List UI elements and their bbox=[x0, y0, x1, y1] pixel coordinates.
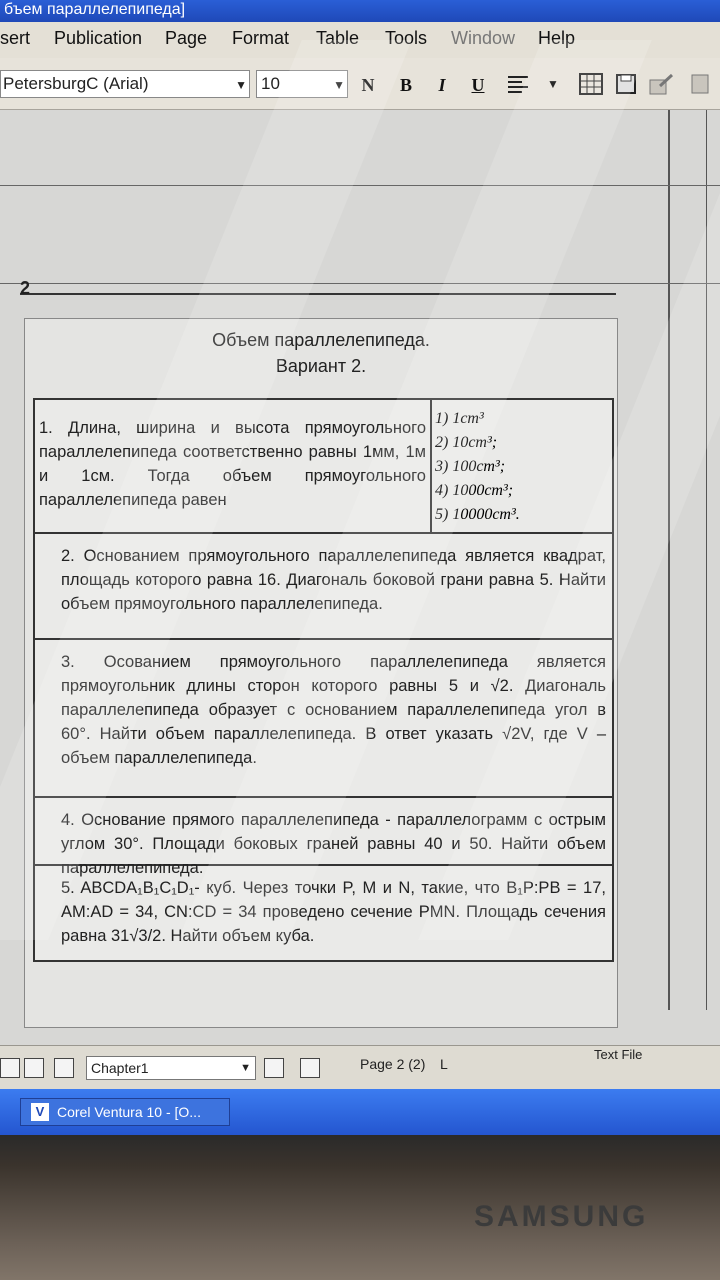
task1-answers bbox=[432, 400, 612, 532]
view-icon[interactable] bbox=[0, 1058, 20, 1078]
normal-button[interactable]: N bbox=[361, 75, 375, 95]
menu-window[interactable]: Window bbox=[451, 28, 516, 48]
menu-publication[interactable]: Publication bbox=[54, 28, 143, 48]
table-grid-icon[interactable] bbox=[578, 72, 604, 96]
toolbar-overflow-icon[interactable] bbox=[688, 72, 714, 96]
menu-insert[interactable]: sert bbox=[0, 28, 31, 48]
task3-text[interactable]: 3. Осованием прямоугольного параллелепипеда является прямоугольник длины сторон которого равны 5 и √2. Диагональ параллелепипеда образует с основанием параллелепипеда угол в 60°. Найти объем параллелепипеда. В ответ указать √2V, где V – объем параллелепипеда. bbox=[35, 640, 612, 798]
task4-text[interactable]: 4. Основание прямого параллелепипеда - параллелограмм с острым углом 30°. Площади боковых граней равны 40 и 50. Найти объем параллелепипеда. bbox=[35, 798, 612, 866]
taskbar bbox=[0, 1089, 720, 1135]
guide-line bbox=[0, 185, 720, 186]
next-page-icon[interactable] bbox=[300, 1058, 320, 1078]
page-number: 2 bbox=[20, 278, 31, 298]
monitor-brand: SAMSUNG bbox=[474, 1200, 649, 1233]
file-type-indicator: Text File bbox=[594, 1047, 643, 1062]
bold-button[interactable]: B bbox=[399, 75, 412, 95]
menu-format[interactable]: Format bbox=[232, 28, 290, 48]
align-left-icon[interactable] bbox=[505, 72, 531, 96]
align-dropdown-icon[interactable]: ▼ bbox=[547, 77, 559, 91]
guide-line bbox=[0, 283, 720, 284]
font-family-value: PetersburgC (Arial) bbox=[3, 74, 149, 93]
draft-view-icon[interactable] bbox=[54, 1058, 74, 1078]
page-layout-indicator: L bbox=[440, 1056, 448, 1072]
task5-text[interactable]: 5. ABCDA₁B₁C₁D₁- куб. Через точки P, M и N, такие, что B₁P:PB = 17, AM:AD = 34, CN:CD = 34 проведено сечение PMN. Площадь сечения равна 31√3/2. Найти объем куба. bbox=[61, 879, 606, 945]
format-toolbar bbox=[0, 58, 720, 110]
page-indicator: Page 2 (2) bbox=[360, 1056, 426, 1072]
font-size-select[interactable] bbox=[256, 70, 348, 98]
task1-answer[interactable]: 4) 1000cm³; bbox=[435, 482, 514, 499]
prev-page-icon[interactable] bbox=[264, 1058, 284, 1078]
task1-question[interactable]: 1. Длина, ширина и высота прямоугольного параллелепипеда соответственно равны 1мм, 1м и 1см. Тогда объем прямоугольного параллелепипеда равен bbox=[35, 400, 432, 532]
save-icon[interactable] bbox=[614, 72, 640, 96]
task2-text[interactable]: 2. Основанием прямоугольного параллелепипеда является квадрат, площадь которого равна 16. Диагональ боковой грани равна 5. Найти объем прямоугольного параллелепипеда. bbox=[35, 534, 612, 640]
chapter-select[interactable] bbox=[86, 1056, 256, 1080]
menu-help[interactable]: Help bbox=[538, 28, 576, 48]
task1-answer[interactable]: 2) 10cm³; bbox=[435, 434, 498, 451]
task1-answer[interactable]: 1) 1cm³ bbox=[435, 410, 484, 427]
chevron-down-icon: ▼ bbox=[240, 1062, 251, 1074]
chevron-down-icon: ▼ bbox=[235, 78, 247, 92]
window-title-bar bbox=[0, 0, 720, 22]
task-row bbox=[35, 400, 612, 534]
taskbar-app-button[interactable] bbox=[20, 1098, 230, 1126]
status-bar bbox=[0, 1045, 720, 1089]
font-size-value: 10 bbox=[261, 74, 280, 93]
taskbar-app-label: Corel Ventura 10 - [O... bbox=[57, 1104, 201, 1120]
menu-tools[interactable]: Tools bbox=[385, 28, 428, 48]
chevron-down-icon: ▼ bbox=[333, 78, 345, 92]
menu-bar bbox=[0, 22, 720, 58]
document-variant: Вариант 2. bbox=[275, 356, 367, 376]
menu-page[interactable]: Page bbox=[165, 28, 208, 48]
page-margin-line bbox=[668, 110, 670, 1010]
menu-table[interactable]: Table bbox=[316, 28, 360, 48]
ventura-icon: V bbox=[31, 1103, 49, 1121]
window-title: бъем параллелепипеда] bbox=[4, 1, 186, 18]
task1-answer[interactable]: 3) 100cm³; bbox=[435, 458, 506, 475]
document-title: Объем параллелепипеда. bbox=[212, 330, 430, 350]
edit-frame-icon[interactable] bbox=[648, 72, 674, 96]
chapter-value: Chapter1 bbox=[91, 1060, 149, 1076]
task1-answer[interactable]: 5) 10000cm³. bbox=[435, 506, 520, 523]
header-rule bbox=[20, 293, 616, 295]
italic-button[interactable]: I bbox=[438, 75, 446, 95]
font-family-select[interactable] bbox=[0, 70, 250, 98]
tasks-table bbox=[33, 398, 614, 962]
page-view-icon[interactable] bbox=[24, 1058, 44, 1078]
underline-button[interactable]: U bbox=[471, 75, 485, 95]
page-edge-line bbox=[706, 110, 707, 1010]
